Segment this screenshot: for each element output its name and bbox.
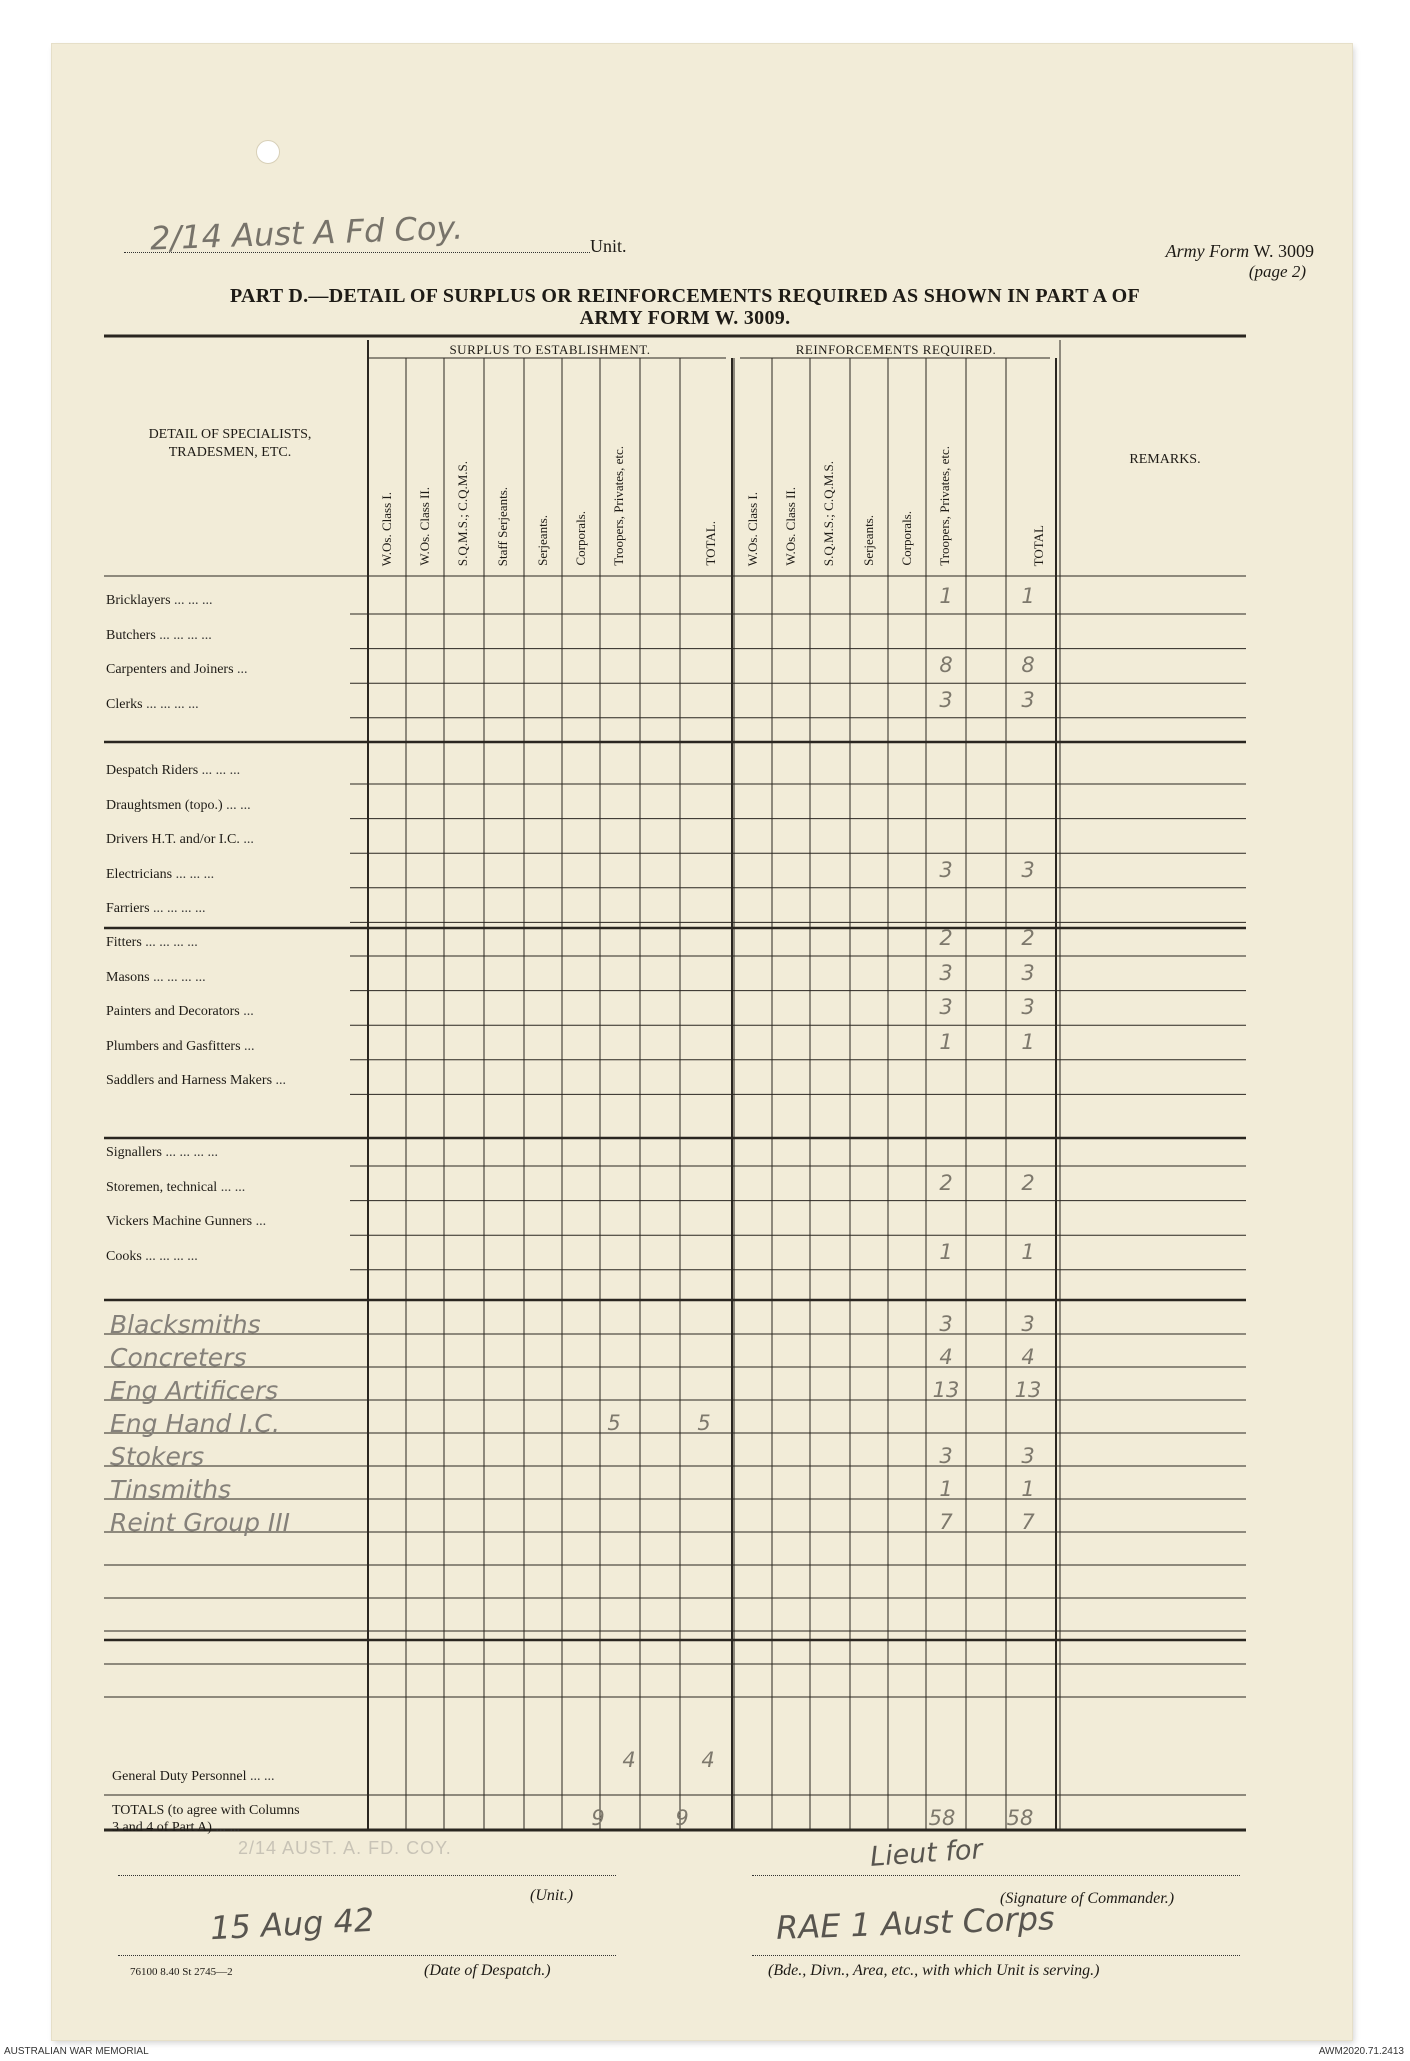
row-label: Saddlers and Harness Makers ...	[106, 1073, 287, 1089]
reinf-total-value: 3	[1021, 857, 1035, 882]
signature: Lieut for	[869, 1834, 984, 1873]
handwritten-surplus-total-value: 5	[697, 1411, 711, 1435]
surplus-col-header: Serjeants.	[535, 515, 550, 566]
reinf-troopers-value: 2	[939, 1170, 953, 1195]
row-label: Drivers H.T. and/or I.C. ...	[106, 832, 254, 848]
detail-header: DETAIL OF SPECIALISTS, TRADESMEN, ETC.	[148, 427, 312, 460]
handwritten-troopers-value: 13	[932, 1378, 960, 1402]
reinf-col-header: Troopers, Privates, etc.	[937, 446, 952, 566]
unit-stamp: 2/14 AUST. A. FD. COY.	[238, 1838, 452, 1858]
date-label: (Date of Despatch.)	[424, 1962, 551, 1979]
handwritten-row-label: Reint Group III	[110, 1508, 291, 1537]
bde-line	[752, 1955, 1240, 1956]
reinf-troopers-value: 8	[939, 653, 953, 678]
general-duty-label: General Duty Personnel ... ...	[112, 1769, 275, 1784]
reinf-total-value: 1	[1021, 584, 1035, 608]
handwritten-row-label: Blacksmiths	[110, 1310, 261, 1339]
reinf-total-value: 1	[1021, 1029, 1035, 1054]
row-label: Vickers Machine Gunners ...	[106, 1214, 267, 1230]
handwritten-troopers-value: 1	[939, 1477, 953, 1501]
signature-line	[752, 1875, 1240, 1876]
reinf-troopers-value: 3	[939, 857, 953, 882]
date-line	[118, 1955, 616, 1956]
reinf-col-header: W.Os. Class II.	[783, 487, 798, 566]
row-label: Clerks ... ... ... ...	[106, 696, 199, 712]
reinf-total-value: 3	[1021, 995, 1035, 1020]
handwritten-total-value: 3	[1021, 1444, 1035, 1468]
surplus-col-header: W.Os. Class I.	[379, 491, 394, 566]
reinf-total-value: 3	[1021, 960, 1035, 985]
row-label: Plumbers and Gasfitters ...	[106, 1038, 255, 1054]
handwritten-total-value: 13	[1014, 1378, 1042, 1402]
handwritten-surplus-troopers-value: 5	[607, 1411, 621, 1435]
row-label: Masons ... ... ... ...	[106, 969, 206, 985]
handwritten-row-label: Eng Hand I.C.	[110, 1409, 280, 1438]
surplus-col-header: S.Q.M.S.; C.Q.M.S.	[455, 460, 470, 566]
surplus-col-header: TOTAL.	[703, 521, 718, 566]
gd-surplus-troopers: 4	[622, 1748, 636, 1772]
handwritten-troopers-value: 7	[939, 1510, 953, 1534]
totals-reinf-troopers: 58	[928, 1806, 956, 1830]
surplus-col-header: Staff Serjeants.	[495, 486, 510, 566]
handwritten-troopers-value: 3	[939, 1444, 953, 1468]
row-label: Fitters ... ... ... ...	[106, 935, 198, 950]
row-label: Farriers ... ... ... ...	[106, 901, 206, 917]
reinf-troopers-value: 1	[939, 1239, 953, 1264]
unit-footer-label: (Unit.)	[530, 1887, 574, 1904]
reinf-col-header: Corporals.	[899, 511, 914, 566]
handwritten-total-value: 4	[1021, 1345, 1035, 1369]
totals-label: TOTALS (to agree with Columns 3 and 4 of Part A) ... ...	[112, 1803, 300, 1835]
handwritten-row-label: Eng Artificers	[110, 1376, 279, 1405]
form-code: W. 3009	[1253, 241, 1314, 261]
handwritten-row-label: Concreters	[110, 1343, 247, 1372]
reinforcements-header: REINFORCEMENTS REQUIRED.	[795, 342, 997, 357]
row-label: Butchers ... ... ... ...	[106, 627, 212, 643]
reinf-total-value: 3	[1021, 687, 1035, 712]
remarks-header: REMARKS.	[1129, 452, 1201, 467]
totals-surplus-troopers: 9	[591, 1806, 605, 1830]
reinf-total-value: 8	[1021, 653, 1035, 678]
gd-surplus-total: 4	[701, 1748, 715, 1772]
unit-label: Unit.	[590, 236, 627, 256]
row-label: Signallers ... ... ... ...	[106, 1145, 218, 1160]
surplus-col-header: W.Os. Class II.	[417, 487, 432, 566]
reinf-total-value: 1	[1021, 1239, 1035, 1264]
page-number: (page 2)	[1248, 262, 1306, 281]
handwritten-troopers-value: 3	[939, 1312, 953, 1336]
surplus-header: SURPLUS TO ESTABLISHMENT.	[449, 342, 651, 357]
row-label: Carpenters and Joiners ...	[106, 662, 248, 678]
handwritten-total-value: 1	[1021, 1477, 1035, 1501]
reinf-troopers-value: 3	[939, 960, 953, 985]
signature-label: (Signature of Commander.)	[1000, 1890, 1175, 1907]
row-label: Draughtsmen (topo.) ... ...	[106, 797, 251, 813]
totals-reinf-total: 58	[1006, 1806, 1034, 1830]
row-label: Storemen, technical ... ...	[106, 1179, 246, 1195]
handwritten-troopers-value: 4	[939, 1345, 953, 1369]
title-line-2: ARMY FORM W. 3009.	[579, 307, 791, 329]
reinf-troopers-value: 1	[939, 1029, 953, 1054]
surplus-col-header: Troopers, Privates, etc.	[611, 446, 626, 566]
handwritten-row-label: Stokers	[110, 1442, 205, 1471]
reinf-col-header: W.Os. Class I.	[745, 491, 760, 566]
caption-left: AUSTRALIAN WAR MEMORIAL	[4, 2046, 149, 2057]
row-label: Painters and Decorators ...	[106, 1004, 254, 1020]
reinf-col-header: S.Q.M.S.; C.Q.M.S.	[821, 460, 836, 566]
bde-handwritten: RAE 1 Aust Corps	[775, 1899, 1056, 1947]
title-line-1: PART D.—DETAIL OF SURPLUS OR REINFORCEMENTS REQUIRED AS SHOWN IN PART A OF	[229, 285, 1140, 307]
row-label: Bricklayers ... ... ...	[106, 593, 213, 608]
row-label: Cooks ... ... ... ...	[106, 1248, 198, 1264]
row-label: Despatch Riders ... ... ...	[106, 763, 241, 778]
reinf-troopers-value: 1	[939, 584, 953, 608]
unit-handwritten: 2/14 Aust A Fd Coy.	[149, 208, 464, 258]
reinf-col-header: TOTAL	[1031, 524, 1046, 566]
reinf-total-value: 2	[1021, 926, 1035, 950]
reinf-total-value: 2	[1021, 1170, 1035, 1195]
surplus-col-header: Corporals.	[573, 511, 588, 566]
handwritten-row-label: Tinsmiths	[110, 1475, 232, 1504]
reinf-troopers-value: 3	[939, 995, 953, 1020]
reinf-troopers-value: 2	[939, 926, 953, 950]
reinf-troopers-value: 3	[939, 687, 953, 712]
row-label: Electricians ... ... ...	[106, 866, 215, 882]
handwritten-total-value: 3	[1021, 1312, 1035, 1336]
unit-footer-line	[118, 1875, 616, 1876]
form-name: Army Form	[1165, 241, 1250, 261]
handwritten-total-value: 7	[1021, 1510, 1035, 1534]
reinf-col-header: Serjeants.	[861, 515, 876, 566]
print-code: 76100 8.40 St 2745—2	[130, 1966, 233, 1978]
caption-right: AWM2020.71.2413	[1318, 2046, 1404, 2057]
bde-label: (Bde., Divn., Area, etc., with which Unit is serving.)	[768, 1962, 1100, 1979]
totals-surplus-total: 9	[675, 1806, 689, 1830]
despatch-date: 15 Aug 42	[209, 1900, 376, 1948]
